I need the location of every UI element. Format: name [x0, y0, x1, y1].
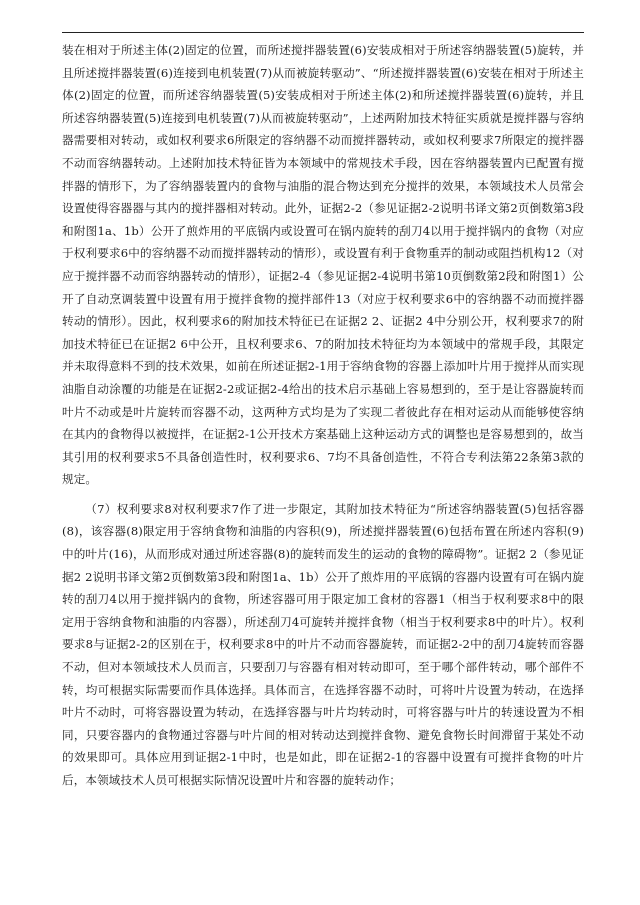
document-page	[62, 32, 584, 792]
paragraph-2: （7）权利要求8对权利要求7作了进一步限定，其附加技术特征为“所述容纳器装置(5)包括容器(8)，该容器(8)限定用于容纳食物和油脂的内容积(9)，所述搅拌器装置(6)包括布置在所述内容积(9)中的叶片(16)，从而形成对通过所述容器(8)的旋转而发生的运动的食物的障碍物”。证据2 2（参见证据2 2说明书译文第2页倒数第3段和附图1a、1b）公开了煎炸用的平底锅的容器内设置有可在锅内旋转的刮刀4以用于搅拌锅内的食物，所述容器可用于限定加工食材的容器1（相当于权利要求8中的限定用于容纳食物和油脂的内容器），所述刮刀4可旋转并搅拌食物（相当于权利要求8中的叶片）。权利要求8与证据2-2的区别在于，权利要求8中的叶片不动而容器旋转，而证据2-2中的刮刀4旋转而容器不动，但对本领域技术人员而言，只要刮刀与容器有相对转动即可，至于哪个部件转动，哪个部件不转，均可根据实际需要而作具体选择。具体而言，在选择容器不动时，可将叶片设置为转动，在选择叶片不动时，可将容器设置为转动，在选择容器与叶片均转动时，可将容器与叶片的转速设置为不相同，只要容器内的食物通过容器与叶片间的相对转动达到搅拌食物、避免食物长时间滞留于某处不动的效果即可。具体应用到证据2-1中时，也是如此，即在证据2-1的容器中设置有可搅拌食物的叶片后，本领域技术人员可根据实际情况设置叶片和容器的旋转动作；	[62, 501, 584, 787]
paragraph-1: 装在相对于所述主体(2)固定的位置，而所述搅拌器装置(6)安装成相对于所述容纳器装置(5)旋转，并且所述搅拌器装置(6)连接到电机装置(7)从而被旋转驱动”、“所述搅拌器装置(6)安装在相对于所述主体(2)固定的位置，而所述容纳器装置(5)安装成相对于所述主体(2)和所述搅拌器装置(6)旋转，并且所述容纳器装置(5)连接到电机装置(7)从而被旋转驱动”，上述两附加技术特征实质就是搅拌器与容纳器需要相对转动，或如权利要求6所限定的容纳器不动而搅拌器转动，或如权利要求7所限定的搅拌器不动而容纳器转动。上述附加技术特征皆为本领域中的常规技术手段，因在容纳器装置内已配置有搅拌器的情形下，为了容纳器装置内的食物与油脂的混合物达到充分搅拌的效果，本领域技术人员常会设置使得容器器与其内的搅拌器相对转动。此外，证据2-2（参见证据2-2说明书译文第2页倒数第3段和附图1a、1b）公开了煎炸用的平底锅内或设置可在锅内旋转的刮刀4以用于搅拌锅内的食物（对应于权利要求6中的容纳器不动而搅拌器转动的情形），或设置有利于食物重弄的制动或阻挡机构12（对应于搅拌器不动而容纳器转动的情形），证据2-4（参见证据2-4说明书第10页倒数第2段和附图1）公开了自动烹调装置中设置有用于搅拌食物的搅拌部件13（对应于权利要求6中的容纳器不动而搅拌器转动的情形）。因此，权利要求6的附加技术特征已在证据2 2、证据2 4中分别公开，权利要求7的附加技术特征已在证据2 6中公开，且权利要求6、7的附加技术特征均为本领域中的常规手段，其限定并未取得意料不到的技术效果，如前在所述证据2-1用于容纳食物的容器上添加叶片用于搅拌从而实现油脂自动涂覆的功能是在证据2-2或证据2-4给出的技术启示基础上容易想到的，至于是让容器旋转而叶片不动或是叶片旋转而容器不动，这两种方式均是为了实现二者彼此存在相对运动从而能够使容纳在其内的食物得以被搅拌，在证据2-1公开技术方案基础上这种运动方式的调整也是容易想到的，故当其引用的权利要求5不具备创造性时，权利要求6、7均不具备创造性，不符合专利法第22条第3款的规定。	[62, 43, 584, 487]
header-rule	[62, 32, 584, 33]
